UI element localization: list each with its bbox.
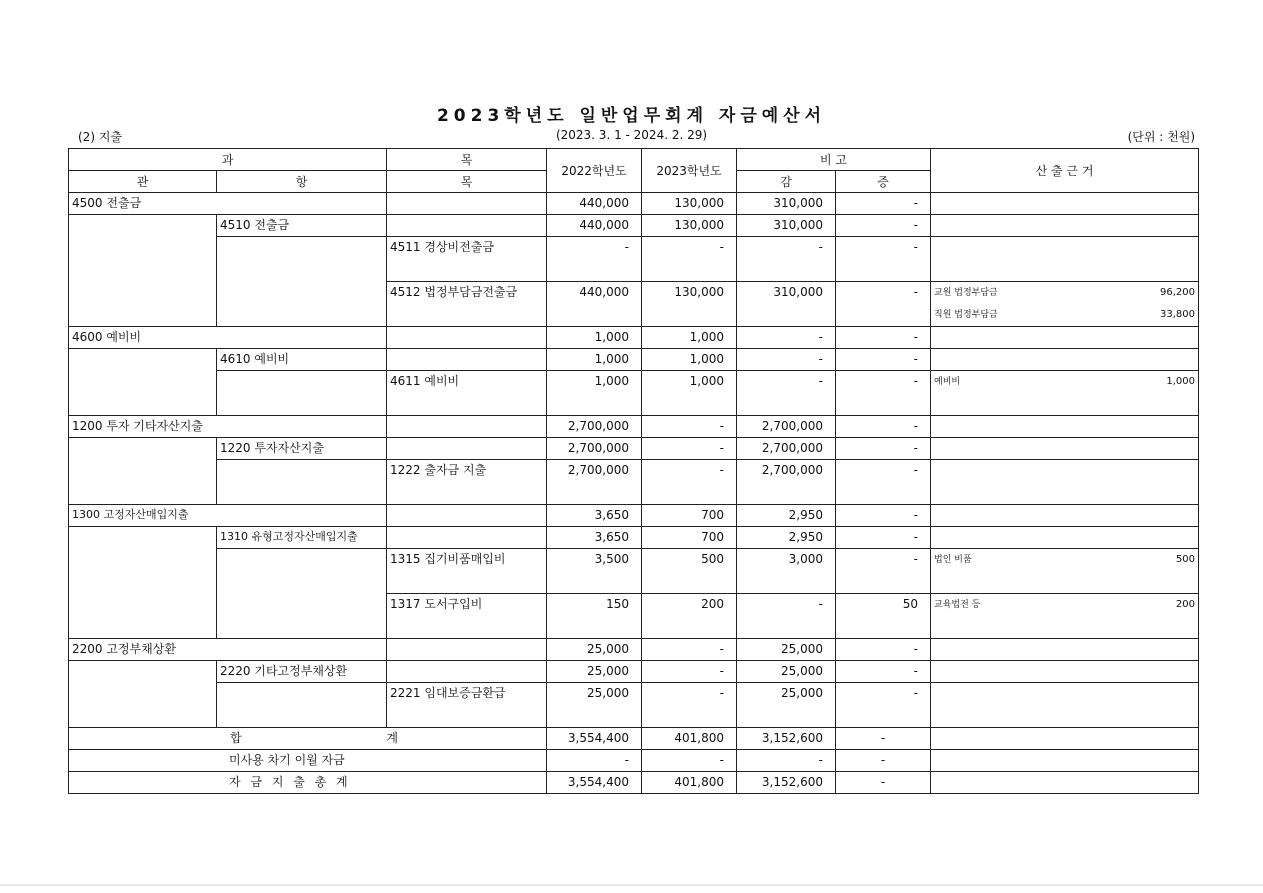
gwan-cell: 4500 전출금 xyxy=(69,193,387,215)
jeung-cell: 50 xyxy=(836,594,931,639)
sum-row xyxy=(69,728,1199,750)
header-2022: 2022학년도 xyxy=(547,149,642,193)
jeung-cell: - xyxy=(836,728,931,750)
mok-cell xyxy=(387,193,547,215)
header-jeung: 증 xyxy=(836,171,931,193)
gam-cell: 2,700,000 xyxy=(737,438,836,460)
gam-cell: 310,000 xyxy=(737,215,836,237)
y2022-cell: 2,700,000 xyxy=(547,460,642,505)
hang-cell xyxy=(217,371,387,416)
y2022-cell: 25,000 xyxy=(547,683,642,728)
y2022-cell: - xyxy=(547,237,642,282)
jeung-cell: - xyxy=(836,527,931,549)
jeung-cell: - xyxy=(836,327,931,349)
gam-cell: 310,000 xyxy=(737,193,836,215)
basis-cell xyxy=(931,416,1199,438)
basis-line: 직원 법정부담금 33,800 xyxy=(934,309,1195,320)
y2023-cell: 1,000 xyxy=(642,327,737,349)
jeung-cell: - xyxy=(836,505,931,527)
header-gwa: 과 xyxy=(69,149,387,171)
gam-cell: - xyxy=(737,237,836,282)
sum-label: 합 계 xyxy=(69,728,547,750)
gam-cell: - xyxy=(737,371,836,416)
y2023-cell: 401,800 xyxy=(642,728,737,750)
basis-cell xyxy=(931,438,1199,460)
header-mok-top: 목 xyxy=(387,149,547,171)
mok-cell xyxy=(387,416,547,438)
basis-line: 예비비 1,000 xyxy=(934,376,1195,387)
jeung-cell: - xyxy=(836,416,931,438)
gam-cell: 25,000 xyxy=(737,661,836,683)
mok-cell xyxy=(387,438,547,460)
y2023-cell: 130,000 xyxy=(642,282,737,327)
basis-cell xyxy=(931,549,1199,594)
unit-label: (단위 : 천원) xyxy=(1127,130,1195,144)
jeung-cell: - xyxy=(836,282,931,327)
total-row xyxy=(69,772,1199,794)
hang-cell: 1220 투자자산지출 xyxy=(217,438,387,460)
gam-cell: - xyxy=(737,349,836,371)
hang-cell xyxy=(217,460,387,505)
carry-label: 미사용 차기 이월 자금 xyxy=(69,750,547,772)
jeung-cell: - xyxy=(836,371,931,416)
document-title: 2023학년도 일반업무회계 자금예산서 xyxy=(436,106,827,126)
basis-cell xyxy=(931,750,1199,772)
mok-cell xyxy=(387,661,547,683)
gam-cell: 25,000 xyxy=(737,683,836,728)
y2022-cell: 440,000 xyxy=(547,193,642,215)
gwan-cell xyxy=(69,438,217,505)
basis-cell xyxy=(931,505,1199,527)
basis-cell xyxy=(931,683,1199,728)
jeung-cell: - xyxy=(836,683,931,728)
y2023-cell: 500 xyxy=(642,549,737,594)
header-bigo: 비 고 xyxy=(737,149,931,171)
basis-cell xyxy=(931,728,1199,750)
basis-cell xyxy=(931,371,1199,416)
basis-cell xyxy=(931,327,1199,349)
mok-cell xyxy=(387,215,547,237)
basis-line: 교원 법정부담금 96,200 xyxy=(934,287,1195,298)
y2022-cell: 3,650 xyxy=(547,505,642,527)
y2023-cell: 130,000 xyxy=(642,193,737,215)
gam-cell: 2,700,000 xyxy=(737,416,836,438)
section-label: (2) 지출 xyxy=(78,130,122,144)
y2022-cell: 3,554,400 xyxy=(547,728,642,750)
gam-cell: - xyxy=(737,594,836,639)
y2022-cell: 1,000 xyxy=(547,371,642,416)
y2022-cell: - xyxy=(547,750,642,772)
y2023-cell: 1,000 xyxy=(642,371,737,416)
y2022-cell: 1,000 xyxy=(547,327,642,349)
basis-cell xyxy=(931,527,1199,549)
hang-cell xyxy=(217,683,387,728)
hang-cell xyxy=(217,237,387,327)
gwan-cell: 1300 고정자산매입지출 xyxy=(69,505,387,527)
hang-cell: 4610 예비비 xyxy=(217,349,387,371)
gam-cell: 25,000 xyxy=(737,639,836,661)
y2023-cell: 200 xyxy=(642,594,737,639)
y2022-cell: 3,500 xyxy=(547,549,642,594)
period-label: (2023. 3. 1 - 2024. 2. 29) xyxy=(555,128,708,142)
basis-cell xyxy=(931,594,1199,639)
carry-row xyxy=(69,750,1199,772)
mok-cell: 4511 경상비전출금 xyxy=(387,237,547,282)
y2022-cell: 3,554,400 xyxy=(547,772,642,794)
gam-cell: 2,950 xyxy=(737,527,836,549)
budget-row xyxy=(69,438,1199,460)
basis-cell xyxy=(931,661,1199,683)
y2022-cell: 25,000 xyxy=(547,661,642,683)
y2023-cell: - xyxy=(642,639,737,661)
basis-cell xyxy=(931,193,1199,215)
basis-line: 교육법전 등 200 xyxy=(934,599,1195,610)
y2023-cell: - xyxy=(642,683,737,728)
budget-row xyxy=(69,505,1199,527)
y2023-cell: 1,000 xyxy=(642,349,737,371)
header-basis: 산 출 근 거 xyxy=(931,149,1199,193)
gam-cell: 310,000 xyxy=(737,282,836,327)
gwan-cell: 2200 고정부채상환 xyxy=(69,639,387,661)
y2022-cell: 150 xyxy=(547,594,642,639)
hang-cell: 2220 기타고정부채상환 xyxy=(217,661,387,683)
budget-row xyxy=(69,327,1199,349)
budget-table xyxy=(68,148,1199,794)
header-gam: 감 xyxy=(737,171,836,193)
mok-cell: 2221 임대보증금환급 xyxy=(387,683,547,728)
y2022-cell: 25,000 xyxy=(547,639,642,661)
header-row-1 xyxy=(69,149,1199,171)
budget-row xyxy=(69,371,1199,416)
total-label: 자 금 지 출 총 계 xyxy=(69,772,547,794)
y2022-cell: 2,700,000 xyxy=(547,416,642,438)
mok-cell: 1317 도서구입비 xyxy=(387,594,547,639)
jeung-cell: - xyxy=(836,549,931,594)
gam-cell: 3,152,600 xyxy=(737,728,836,750)
mok-cell xyxy=(387,639,547,661)
budget-row xyxy=(69,549,1199,594)
budget-row xyxy=(69,215,1199,237)
basis-line: 법인 비품 500 xyxy=(934,554,1195,565)
mok-cell: 1315 집기비품매입비 xyxy=(387,549,547,594)
budget-row xyxy=(69,661,1199,683)
gwan-cell xyxy=(69,349,217,416)
budget-row xyxy=(69,639,1199,661)
y2023-cell: - xyxy=(642,416,737,438)
budget-row xyxy=(69,416,1199,438)
mok-cell: 1222 출자금 지출 xyxy=(387,460,547,505)
mok-cell xyxy=(387,349,547,371)
basis-cell xyxy=(931,282,1199,327)
jeung-cell: - xyxy=(836,750,931,772)
basis-cell xyxy=(931,349,1199,371)
mok-cell xyxy=(387,505,547,527)
header-hang: 항 xyxy=(217,171,387,193)
basis-cell xyxy=(931,772,1199,794)
basis-cell xyxy=(931,237,1199,282)
budget-row xyxy=(69,527,1199,549)
budget-row xyxy=(69,193,1199,215)
hang-cell: 4510 전출금 xyxy=(217,215,387,237)
y2023-cell: 130,000 xyxy=(642,215,737,237)
mok-cell: 4611 예비비 xyxy=(387,371,547,416)
y2022-cell: 440,000 xyxy=(547,282,642,327)
basis-cell xyxy=(931,639,1199,661)
y2023-cell: - xyxy=(642,460,737,505)
budget-row xyxy=(69,683,1199,728)
budget-row xyxy=(69,237,1199,282)
jeung-cell: - xyxy=(836,661,931,683)
y2022-cell: 440,000 xyxy=(547,215,642,237)
jeung-cell: - xyxy=(836,438,931,460)
gam-cell: 3,152,600 xyxy=(737,772,836,794)
y2023-cell: 401,800 xyxy=(642,772,737,794)
jeung-cell: - xyxy=(836,349,931,371)
mok-cell: 4512 법정부담금전출금 xyxy=(387,282,547,327)
gam-cell: 3,000 xyxy=(737,549,836,594)
y2023-cell: 700 xyxy=(642,527,737,549)
jeung-cell: - xyxy=(836,639,931,661)
y2022-cell: 1,000 xyxy=(547,349,642,371)
jeung-cell: - xyxy=(836,215,931,237)
header-2023: 2023학년도 xyxy=(642,149,737,193)
y2022-cell: 2,700,000 xyxy=(547,438,642,460)
header-gwan: 관 xyxy=(69,171,217,193)
gwan-cell xyxy=(69,661,217,728)
gam-cell: - xyxy=(737,750,836,772)
budget-row xyxy=(69,460,1199,505)
budget-row xyxy=(69,349,1199,371)
gam-cell: 2,700,000 xyxy=(737,460,836,505)
y2023-cell: - xyxy=(642,750,737,772)
gam-cell: - xyxy=(737,327,836,349)
jeung-cell: - xyxy=(836,772,931,794)
y2023-cell: - xyxy=(642,438,737,460)
hang-cell xyxy=(217,549,387,639)
hang-cell: 1310 유형고정자산매입지출 xyxy=(217,527,387,549)
basis-cell xyxy=(931,215,1199,237)
basis-cell xyxy=(931,460,1199,505)
gam-cell: 2,950 xyxy=(737,505,836,527)
jeung-cell: - xyxy=(836,237,931,282)
header-mok: 목 xyxy=(387,171,547,193)
gwan-cell xyxy=(69,527,217,639)
y2023-cell: - xyxy=(642,237,737,282)
gwan-cell: 4600 예비비 xyxy=(69,327,387,349)
mok-cell xyxy=(387,527,547,549)
y2023-cell: 700 xyxy=(642,505,737,527)
gwan-cell xyxy=(69,215,217,327)
y2023-cell: - xyxy=(642,661,737,683)
jeung-cell: - xyxy=(836,193,931,215)
y2022-cell: 3,650 xyxy=(547,527,642,549)
scan-edge-divider xyxy=(0,884,1263,886)
mok-cell xyxy=(387,327,547,349)
gwan-cell: 1200 투자 기타자산지출 xyxy=(69,416,387,438)
jeung-cell: - xyxy=(836,460,931,505)
